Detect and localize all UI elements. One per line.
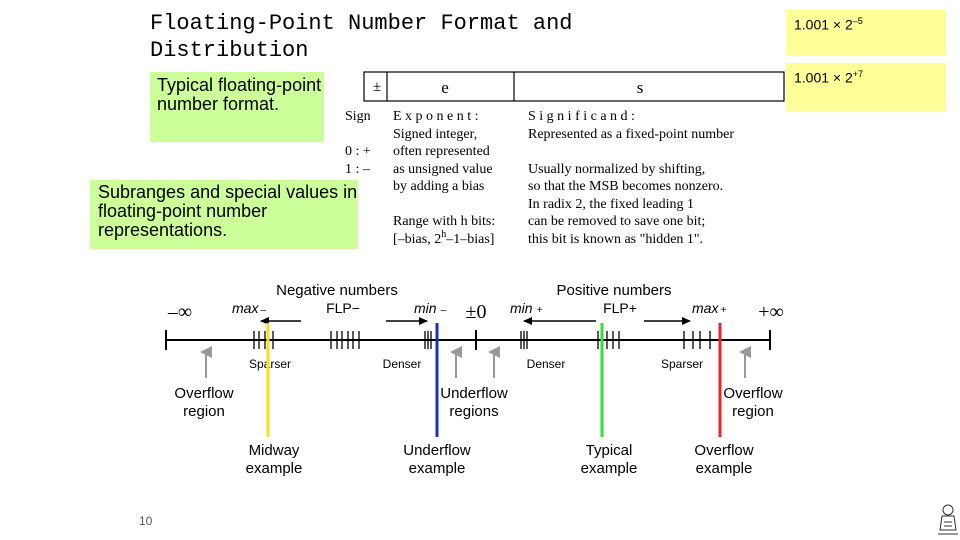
overflow-region-right-2: region	[732, 403, 774, 420]
sparser-right-label: Sparser	[660, 357, 704, 371]
format-box-outline	[364, 72, 784, 101]
exponent-range: [–bias, 2$^h$–1–bias]	[393, 229, 495, 247]
typical-example-1: Typical	[585, 442, 633, 459]
emblem-icon	[938, 505, 958, 534]
neg-infinity-label: –∞	[167, 301, 193, 323]
midway-example-1: Midway	[248, 442, 300, 459]
example-a-exponent: –5	[852, 16, 863, 26]
sign-label: Sign	[345, 109, 371, 124]
midway-example-2: example	[245, 460, 303, 477]
significand-line-1: Represented as a fixed-point number	[528, 127, 735, 142]
format-cell-exponent: e	[441, 78, 449, 97]
exponent-heading: E x p o n e n t :	[393, 109, 479, 124]
underflow-example-2: example	[408, 460, 466, 477]
example-b-exponent: +7	[852, 69, 864, 79]
format-note: Typical floating-point number format.	[150, 72, 324, 142]
exponent-range-label: Range with h bits:	[393, 214, 496, 229]
zero-label: ±0	[465, 301, 487, 323]
significand-line-7: this bit is known as "hidden 1".	[528, 232, 704, 247]
exponent-line-2: often represented	[393, 144, 490, 159]
flp-neg-label: FLP−	[326, 300, 360, 316]
slide-title: Floating-Point Number Format and Distribution	[150, 11, 573, 63]
exponent-line-4: by adding a bias	[393, 179, 485, 194]
example-a-mantissa: 1.001 × 2	[794, 16, 853, 33]
format-cell-significand: s	[636, 78, 644, 97]
significand-heading: S i g n i f i c a n d :	[528, 109, 635, 124]
typical-example-2: example	[580, 460, 638, 477]
overflow-region-left-2: region	[183, 403, 225, 420]
denser-right-label: Denser	[526, 357, 566, 371]
number-line-diagram	[166, 282, 784, 477]
page-number: 10	[139, 514, 153, 528]
negative-numbers-label: Negative numbers	[276, 282, 398, 299]
underflow-regions-2: regions	[449, 403, 499, 420]
significand-line-3: Usually normalized by shifting,	[528, 162, 706, 177]
format-cell-sign: ±	[372, 79, 382, 95]
significand-line-4: so that the MSB becomes nonzero.	[528, 179, 724, 194]
significand-line-5: In radix 2, the fixed leading 1	[528, 197, 695, 212]
max-neg-label: max –	[232, 300, 267, 316]
denser-left-label: Denser	[382, 357, 422, 371]
example-b-mantissa: 1.001 × 2	[794, 69, 853, 86]
format-legend	[345, 109, 734, 247]
sign-minus: 1 : –	[345, 162, 370, 177]
exponent-line-3: as unsigned value	[393, 162, 493, 177]
overflow-example-2: example	[695, 460, 753, 477]
max-pos-label: max +	[692, 300, 727, 316]
underflow-example-1: Underflow	[403, 442, 471, 459]
flp-pos-label: FLP+	[603, 300, 637, 316]
subranges-note: Subranges and special values in floating-point number representations.	[90, 180, 358, 249]
exponent-line-1: Signed integer,	[393, 127, 478, 142]
pos-infinity-label: +∞	[758, 301, 784, 323]
overflow-example-1: Overflow	[694, 442, 754, 459]
significand-line-6: can be removed to save one bit;	[528, 214, 706, 229]
sign-plus: 0 : +	[345, 144, 371, 159]
overflow-region-left-1: Overflow	[174, 385, 234, 402]
min-neg-label: min –	[414, 300, 447, 316]
format-box	[364, 72, 784, 101]
overflow-region-right-1: Overflow	[723, 385, 783, 402]
positive-numbers-label: Positive numbers	[556, 282, 672, 299]
min-pos-label: min +	[510, 300, 543, 316]
underflow-regions-1: Underflow	[440, 385, 508, 402]
sparser-left-label: Sparser	[248, 357, 292, 371]
